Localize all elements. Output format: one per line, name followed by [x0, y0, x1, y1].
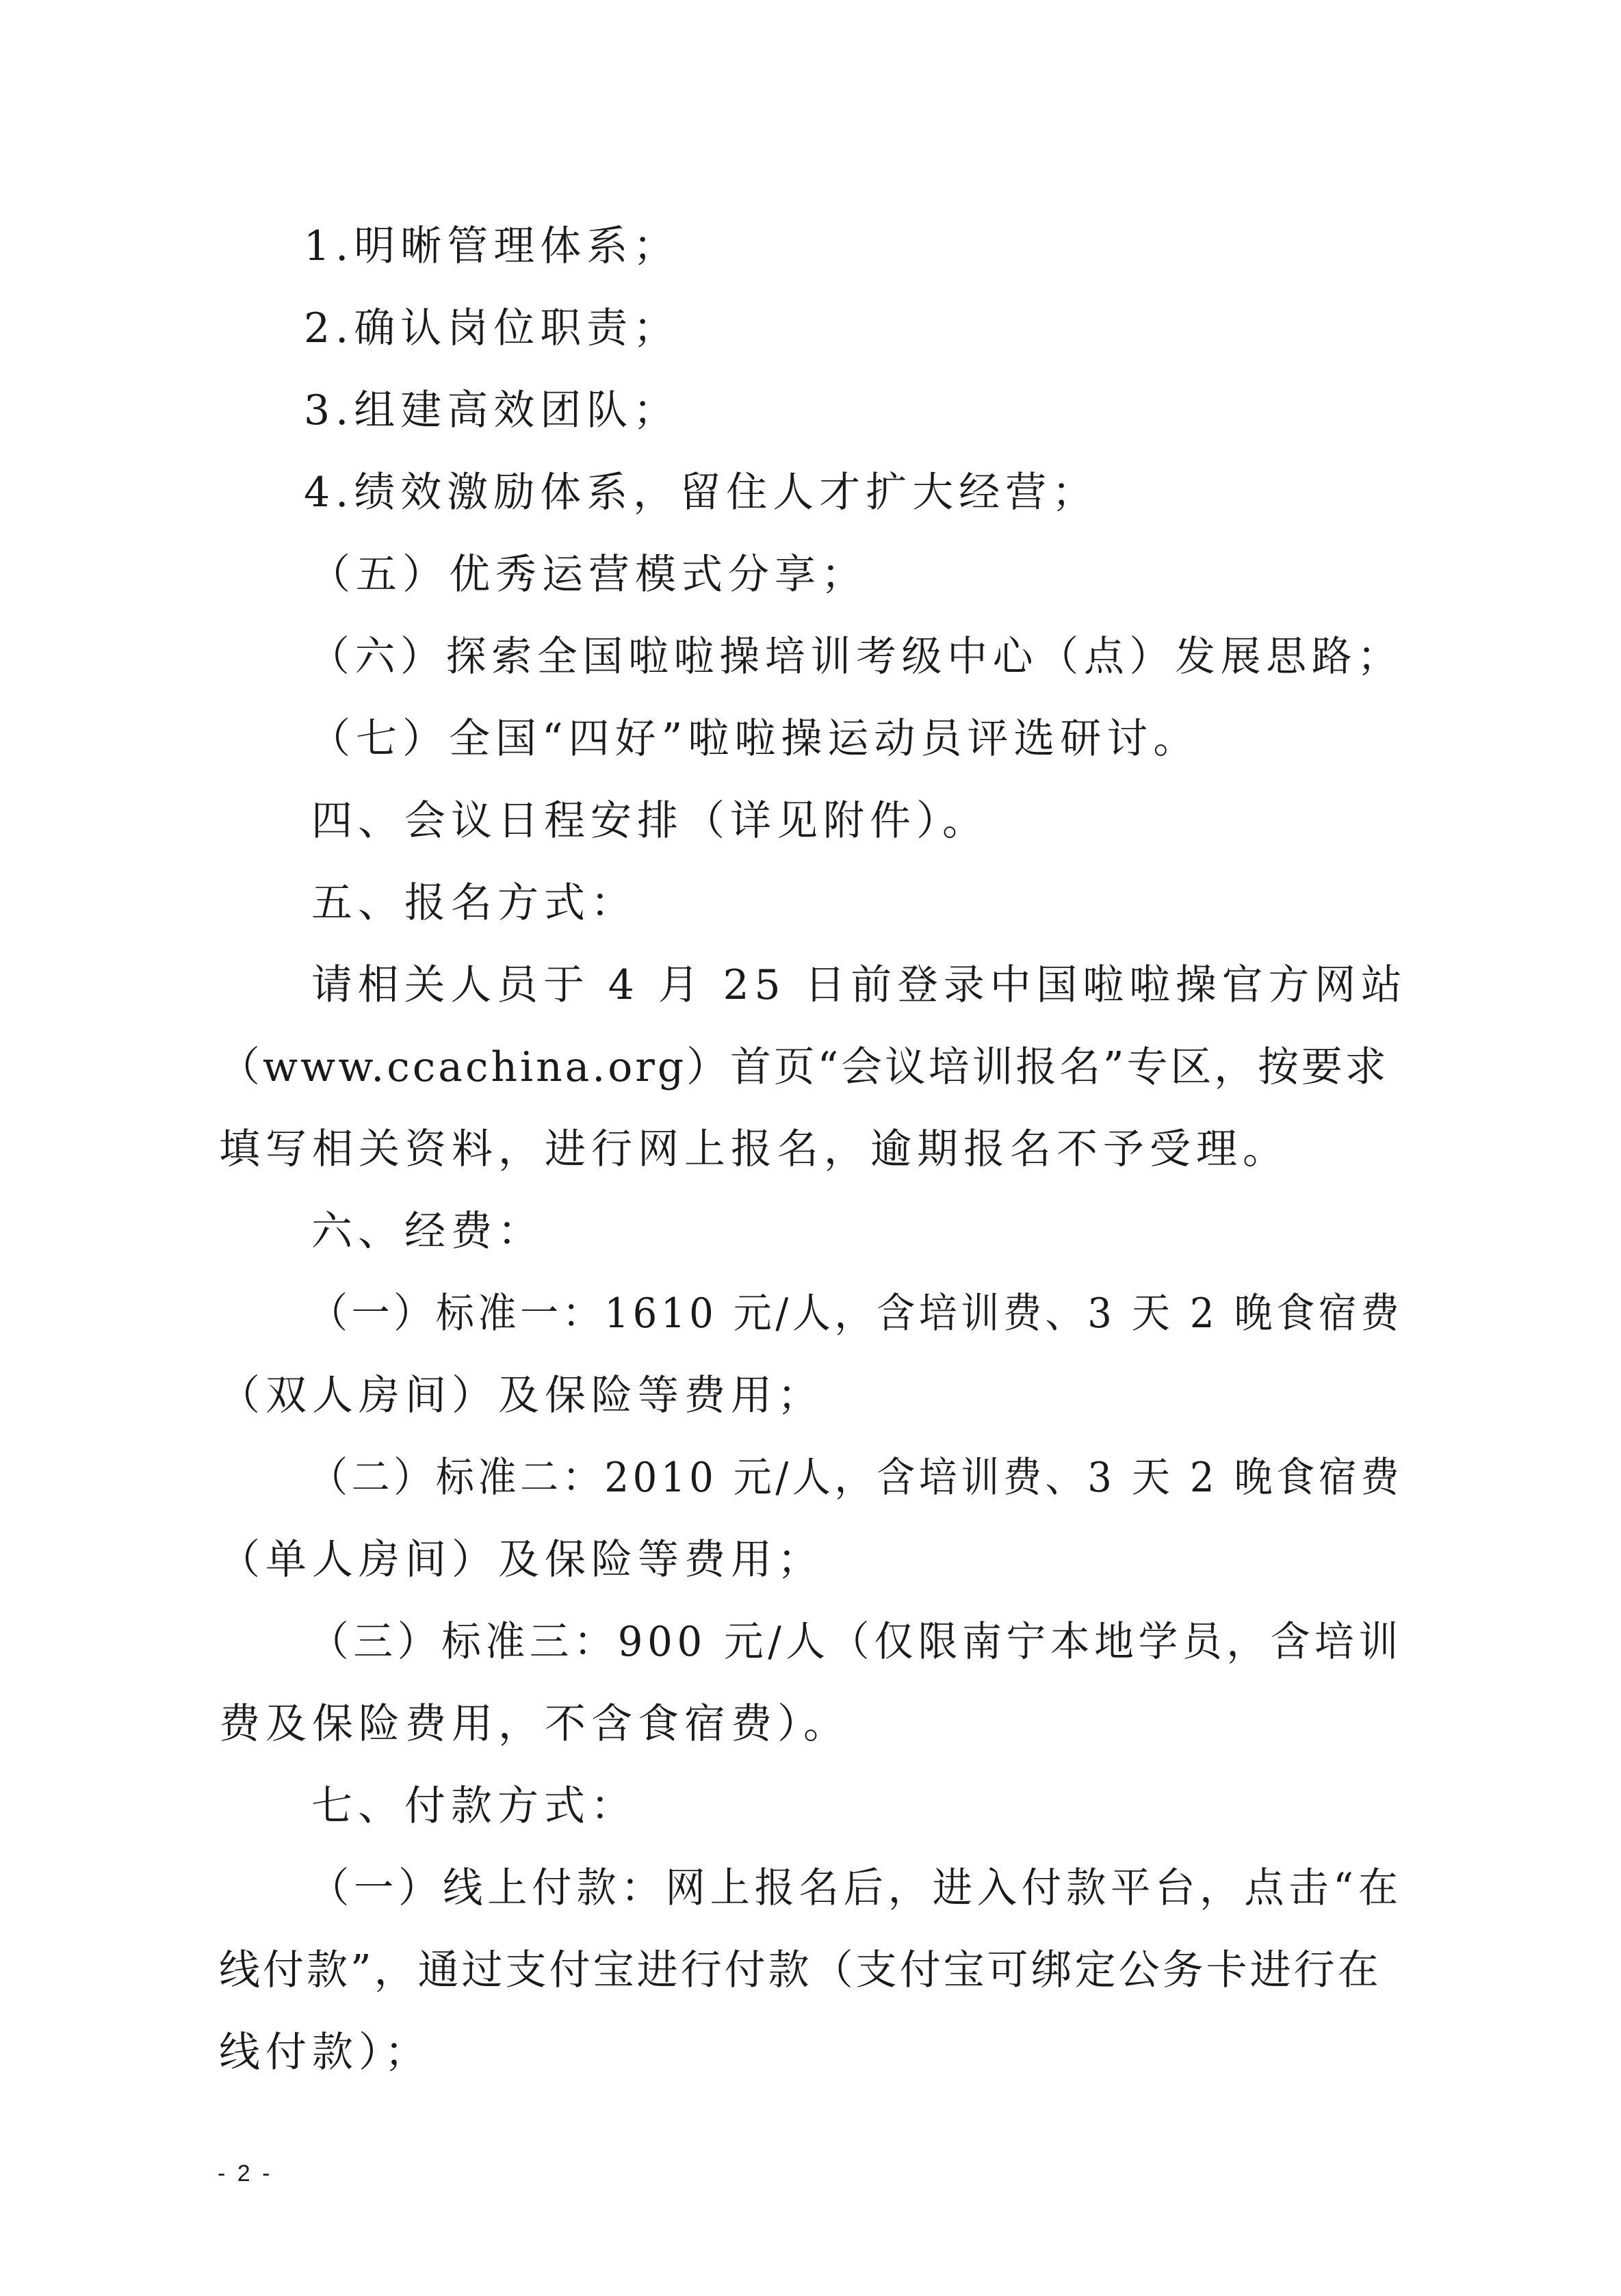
item-4-performance-incentive: 4.绩效激励体系，留住人才扩大经营； [304, 469, 1099, 517]
registration-paragraph-line-3: 填写相关资料，进行网上报名，逾期报名不予受理。 [219, 1125, 1289, 1173]
section-5-registration-heading: 五、报名方式： [311, 879, 637, 927]
section-6-fees-heading: 六、经费： [311, 1208, 544, 1255]
fee-standard-1-line-2: （双人房间）及保险等费用； [219, 1372, 824, 1420]
item-5-operation-model: （五）优秀运营模式分享； [309, 551, 868, 599]
fee-standard-1-line-1: （一）标准一：1610 元/人，含培训费、3 天 2 晚食宿费 [309, 1290, 1403, 1338]
section-4-schedule: 四、会议日程安排（详见附件）。 [311, 797, 989, 845]
item-3-build-team: 3.组建高效团队； [304, 387, 680, 434]
fee-standard-3-line-2: 费及保险费用，不含食宿费）。 [219, 1700, 850, 1748]
section-7-payment-heading: 七、付款方式： [311, 1782, 637, 1830]
item-2-confirm-duties: 2.确认岗位职责； [304, 304, 680, 352]
registration-paragraph-line-1: 请相关人员于 4 月 25 日前登录中国啦啦操官方网站 [311, 961, 1408, 1009]
fee-standard-2-line-2: （单人房间）及保险等费用； [219, 1536, 824, 1584]
payment-online-line-2: 线付款”，通过支付宝进行付款（支付宝可绑定公务卡进行在 [219, 1946, 1382, 1994]
payment-online-line-3: 线付款）； [219, 2028, 431, 2076]
item-6-training-center: （六）探索全国啦啦操培训考级中心（点）发展思路； [309, 633, 1403, 681]
fee-standard-2-line-1: （二）标准二：2010 元/人，含培训费、3 天 2 晚食宿费 [309, 1454, 1403, 1502]
item-1-clarify-management: 1.明晰管理体系； [304, 222, 680, 270]
fee-standard-3-line-1: （三）标准三：900 元/人（仅限南宁本地学员，含培训 [309, 1618, 1403, 1666]
registration-paragraph-line-2: （www.ccachina.org）首页“会议培训报名”专区，按要求 [219, 1043, 1389, 1091]
item-7-four-good-athletes: （七）全国“四好”啦啦操运动员评选研讨。 [309, 715, 1200, 763]
payment-online-line-1: （一）线上付款：网上报名后，进入付款平台，点击“在 [309, 1864, 1403, 1912]
page-number: - 2 - [218, 2161, 273, 2187]
